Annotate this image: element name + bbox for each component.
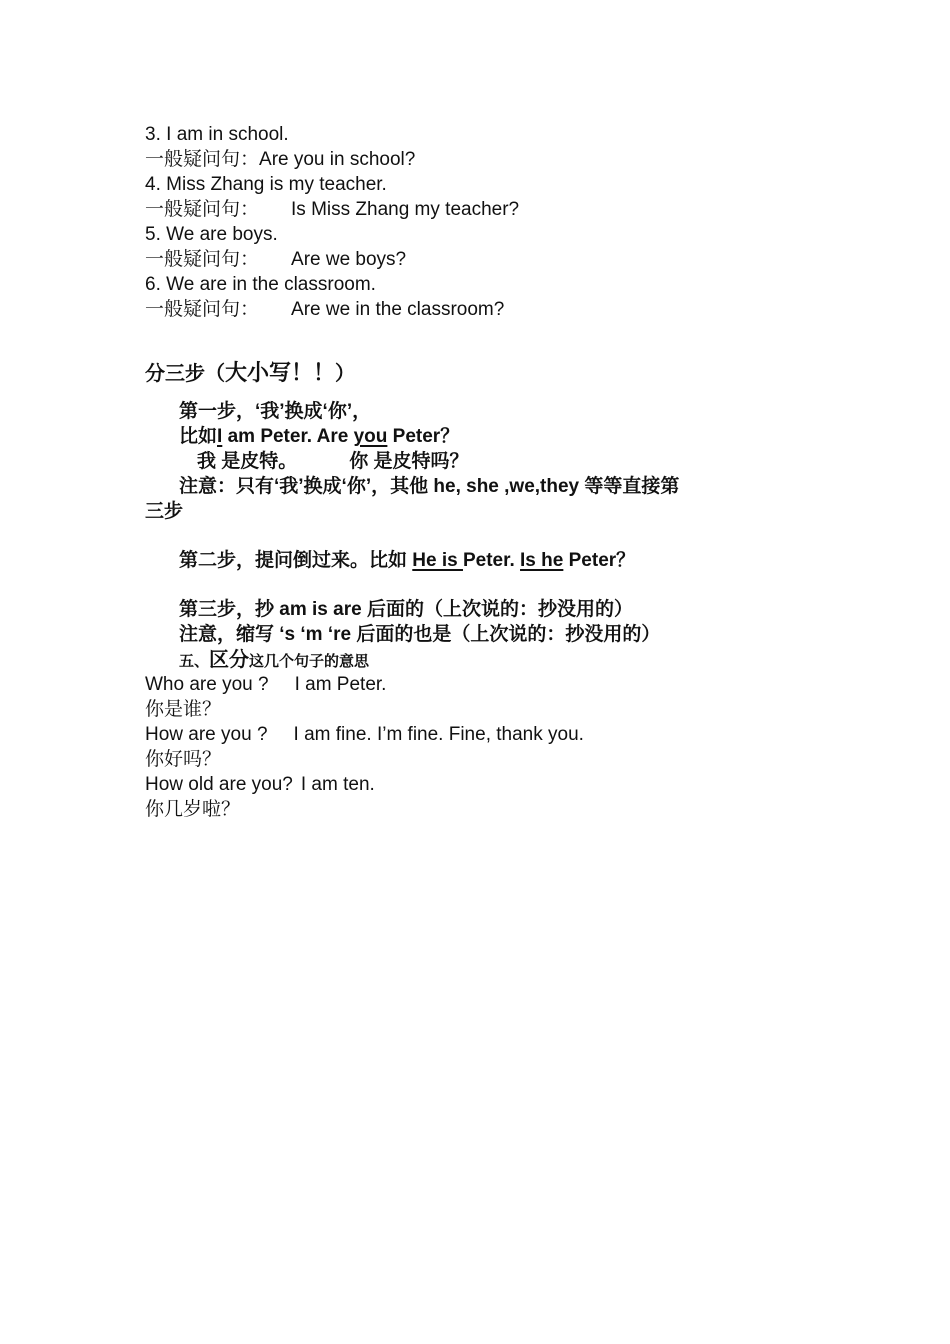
- note-one-line2: 三步: [145, 501, 184, 522]
- step-two: 第二步，提问倒过来。比如 He is Peter. Is he Peter？: [179, 550, 636, 571]
- question-3: 一般疑问句：Are you in school?: [145, 148, 416, 170]
- dialog-age-cn: 你几岁啦？: [145, 798, 241, 820]
- sentence-4: 4. Miss Zhang is my teacher.: [145, 174, 387, 195]
- dialog-age: How old are you? I am ten.: [145, 774, 375, 795]
- dialog-how-cn: 你好吗？: [145, 748, 222, 770]
- sentence-6: 6. We are in the classroom.: [145, 274, 376, 295]
- step-three: 第三步，抄 am is are 后面的（上次说的：抄没用的）: [179, 599, 633, 620]
- sentence-3: 3. I am in school.: [145, 124, 289, 145]
- dialog-who: Who are you ? I am Peter.: [145, 674, 387, 695]
- example-one: 比如I am Peter. Are you Peter？: [179, 426, 460, 447]
- note-one-line1: 注意：只有‘我’换成‘你’，其他 he, she ,we,they 等等直接第: [179, 476, 680, 497]
- step-one: 第一步，‘我’换成‘你’，: [179, 401, 372, 422]
- section-five-title: 五、区分这几个句子的意思: [179, 649, 370, 671]
- question-4: 一般疑问句： Is Miss Zhang my teacher?: [145, 198, 520, 220]
- steps-heading: 分三步（大小写！！）: [145, 360, 356, 385]
- dialog-how: How are you ? I am fine. I’m fine. Fine, thank you.: [145, 724, 584, 745]
- question-5: 一般疑问句： Are we boys?: [145, 248, 407, 270]
- question-6: 一般疑问句： Are we in the classroom?: [145, 298, 505, 320]
- dialog-who-cn: 你是谁？: [145, 698, 222, 720]
- translation-one: 我 是皮特。 你 是皮特吗？: [197, 451, 469, 472]
- sentence-5: 5. We are boys.: [145, 224, 278, 245]
- note-two: 注意，缩写 ‘s ‘m ‘re 后面的也是（上次说的：抄没用的）: [179, 624, 661, 645]
